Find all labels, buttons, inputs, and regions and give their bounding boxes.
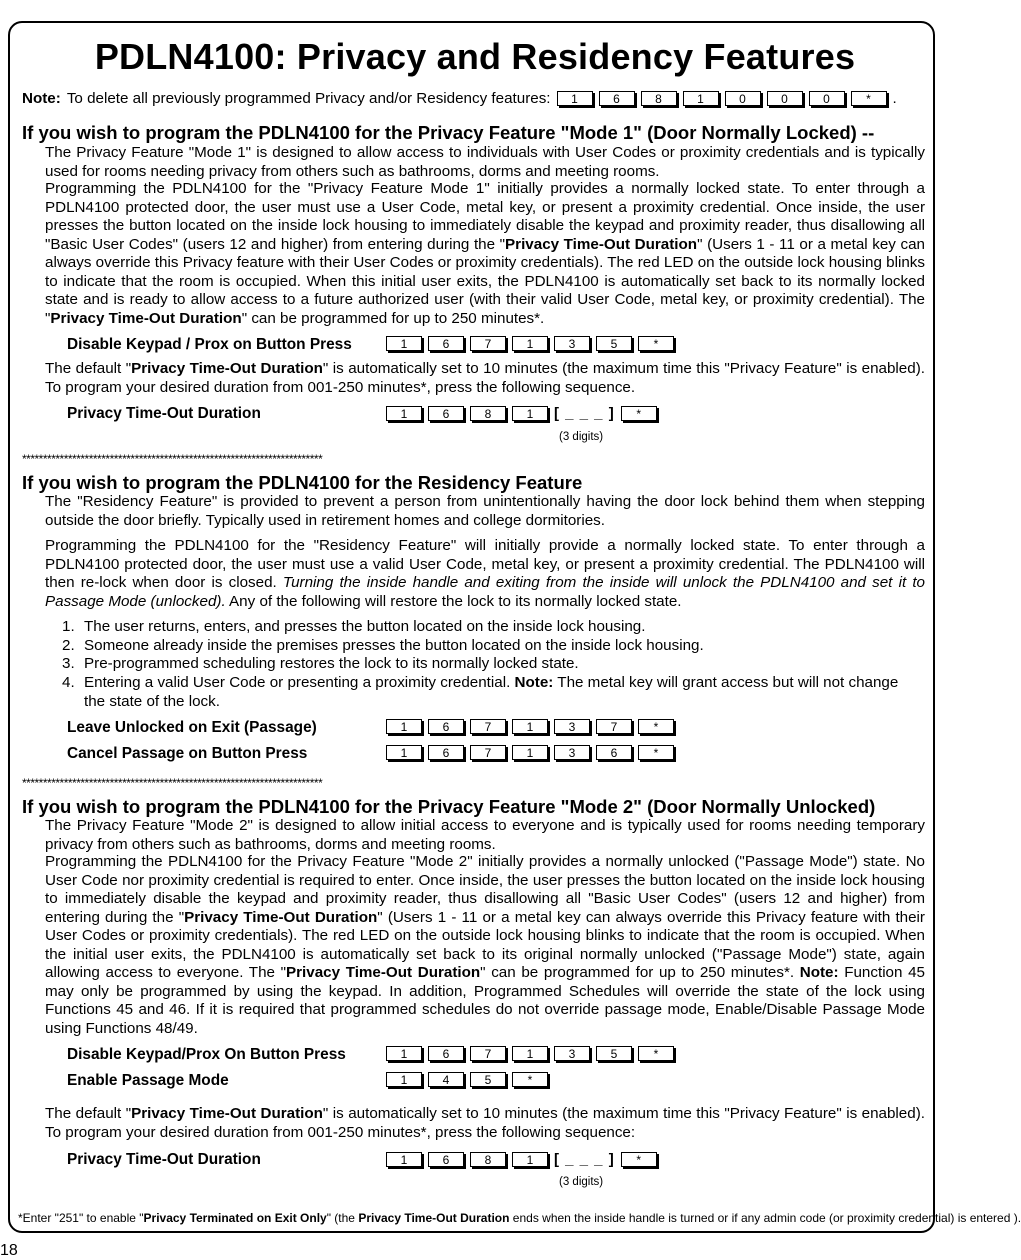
note-end: . xyxy=(892,90,897,107)
keypad-key: 0 xyxy=(809,91,845,106)
note-label: Note: xyxy=(22,90,61,107)
mode2-duration-label: Privacy Time-Out Duration xyxy=(67,1151,261,1168)
mode2-disable-keys xyxy=(386,1046,674,1061)
keypad-key: 3 xyxy=(554,336,590,351)
keypad-key: 1 xyxy=(512,745,548,760)
mode2-para2: Programming the PDLN4100 for the Privacy Feature "Mode 2" initially provides a normally unlocked ("Passage Mode") state. No User Code nor proximity credential is required to enter. Once inside, the user presses the button located on the inside lock housing to immediately disable the keypad and proximity reader, thus disallowing all "Basic User Codes" (users 12 and higher) from entering during the "Privacy Time-Out Duration" (Users 1 - 11 or a metal key can always override this Privacy feature with their User Codes or proximity credentials). The red LED on the outside lock housing blinks to indicate that the room is occupied. When the initial user exits, the PDLN4100 is automatically set back to its original normally unlocked ("Passage Mode") state, again allowing access to everyone. The "Privacy Time-Out Duration" can be programmed for up to 250 minutes*. Note: Function 45 may only be programmed by using the keypad. In addition, Programmed Schedules will override the state of the lock using Functions 45 and 46. If it is required that programmed schedules do not override passage mode, Enable/Disable Passage Mode using Functions 48/49. xyxy=(45,853,925,1037)
keypad-key: 1 xyxy=(512,336,548,351)
page-number: 18 xyxy=(0,1242,18,1259)
keypad-key: 7 xyxy=(470,1046,506,1061)
keypad-key: 1 xyxy=(386,1152,422,1167)
mode1-heading: If you wish to program the PDLN4100 for the Privacy Feature "Mode 1" (Door Normally Locked) -- xyxy=(22,122,875,143)
keypad-key: 6 xyxy=(599,91,635,106)
page-title: PDLN4100: Privacy and Residency Features xyxy=(94,36,856,77)
keypad-key: 0 xyxy=(725,91,761,106)
star-key: * xyxy=(512,1072,548,1087)
note-text: To delete all previously programmed Privacy and/or Residency features: xyxy=(66,90,551,107)
keypad-key: 8 xyxy=(470,406,506,421)
star-key: * xyxy=(638,745,674,760)
cancel-passage-keys xyxy=(386,745,674,760)
mode2-duration-keys xyxy=(386,1151,657,1168)
star-key: * xyxy=(638,336,674,351)
keypad-key: 1 xyxy=(386,336,422,351)
keypad-key: 1 xyxy=(386,406,422,421)
star-key: * xyxy=(638,1046,674,1061)
enable-passage-keys xyxy=(386,1072,548,1087)
mode2-heading: If you wish to program the PDLN4100 for the Privacy Feature "Mode 2" (Door Normally Unlocked) xyxy=(22,796,876,817)
keypad-key: 7 xyxy=(470,719,506,734)
mode2-digits-note: (3 digits) xyxy=(559,1176,604,1188)
keypad-key: 7 xyxy=(596,719,632,734)
leave-unlocked-label: Leave Unlocked on Exit (Passage) xyxy=(67,719,317,736)
mode2-default-text: The default "Privacy Time-Out Duration" is automatically set to 10 minutes (the maximum time this "Privacy Feature" is enabled). To program your desired duration from 001-250 minutes*, press the following sequence: xyxy=(45,1105,925,1141)
keypad-key: 3 xyxy=(554,745,590,760)
mode1-para2: Programming the PDLN4100 for the "Privacy Feature Mode 1" initially provides a normally locked state. To enter through a PDLN4100 protected door, the user must use a User Code, metal key, or present a proximity credential. Once inside, the user presses the button located on the inside lock housing to immediately disable the keypad and proximity reader, thus disallowing all "Basic User Codes" (users 12 and higher) from entering during the "Privacy Time-Out Duration" (Users 1 - 11 or a metal key can always override this Privacy feature with their User Codes or proximity credentials). The red LED on the outside lock housing blinks to indicate that the room is occupied. When this initial user exits, the PDLN4100 is automatically set back to its normally locked state and is ready to allow access to a future authorized user (with their valid User Code, metal key, or proximity credential). The "Privacy Time-Out Duration" can be programmed for up to 250 minutes*. xyxy=(45,180,925,327)
leave-unlocked-keys xyxy=(386,719,674,734)
mode1-digits-note: (3 digits) xyxy=(559,431,604,443)
keypad-key: 0 xyxy=(767,91,803,106)
residency-para2: Programming the PDLN4100 for the "Residency Feature" will initially provide a normally locked state. To enter through a PDLN4100 protected door, the user must use a valid User Code, metal key, or present a proximity credential. The PDLN4100 will then re-lock when door is closed. Turning the inside handle and exiting from the inside will unlock the PDLN4100 and set it to Passage Mode (unlocked). Any of the following will restore the lock to its normally locked state. xyxy=(45,537,925,610)
keypad-key: 3 xyxy=(554,1046,590,1061)
keypad-key: 6 xyxy=(428,719,464,734)
keypad-key: 1 xyxy=(512,1046,548,1061)
separator-2: ************************************************************************ xyxy=(22,776,323,790)
keypad-key: 4 xyxy=(428,1072,464,1087)
keypad-key: 5 xyxy=(470,1072,506,1087)
keypad-key: 1 xyxy=(557,91,593,106)
mode1-default-text: The default "Privacy Time-Out Duration" is automatically set to 10 minutes (the maximum time this "Privacy Feature" is enabled). To program your desired duration from 001-250 minutes*, press the following sequence. xyxy=(45,360,925,396)
enable-passage-label: Enable Passage Mode xyxy=(67,1072,229,1089)
separator-1: ************************************************************************ xyxy=(22,452,323,466)
mode1-duration-label: Privacy Time-Out Duration xyxy=(67,405,261,422)
cancel-passage-label: Cancel Passage on Button Press xyxy=(67,745,308,762)
keypad-key: 5 xyxy=(596,336,632,351)
keypad-key: 3 xyxy=(554,719,590,734)
mode1-disable-label: Disable Keypad / Prox on Button Press xyxy=(67,336,352,353)
mode1-duration-keys xyxy=(386,405,657,422)
keypad-key: 6 xyxy=(428,336,464,351)
keypad-key: 1 xyxy=(386,745,422,760)
footnote: *Enter "251" to enable "Privacy Terminated on Exit Only" (the Privacy Time-Out Duration ends when the inside handle is turned or if any admin code (or proximity credential) is entered ). xyxy=(18,1211,1021,1225)
keypad-key: 1 xyxy=(512,719,548,734)
keypad-key: 7 xyxy=(470,745,506,760)
residency-para1: The "Residency Feature" is provided to prevent a person from unintentionally having the door lock behind them when stepping outside the door briefly. Typically used in retirement homes and college dormitories. xyxy=(45,493,925,529)
star-key: * xyxy=(621,406,657,421)
keypad-key: 7 xyxy=(470,336,506,351)
star-key: * xyxy=(638,719,674,734)
mode2-para1: The Privacy Feature "Mode 2" is designed to allow initial access to everyone and is typically used for rooms needing temporary privacy from others such as bathrooms, dorms and meeting rooms. xyxy=(45,817,925,853)
mode1-duration-bracket: [ _ _ _ ] xyxy=(554,405,615,422)
keypad-key: 6 xyxy=(596,745,632,760)
keypad-key: 5 xyxy=(596,1046,632,1061)
keypad-key: 6 xyxy=(428,1046,464,1061)
mode2-duration-bracket: [ _ _ _ ] xyxy=(554,1151,615,1168)
keypad-key: 1 xyxy=(386,1046,422,1061)
star-key: * xyxy=(621,1152,657,1167)
keypad-key: 1 xyxy=(683,91,719,106)
mode1-disable-keys xyxy=(386,336,674,351)
keypad-key: 8 xyxy=(641,91,677,106)
delete-key-sequence xyxy=(557,91,887,106)
keypad-key: 1 xyxy=(386,1072,422,1087)
delete-note xyxy=(22,90,897,107)
keypad-key: 8 xyxy=(470,1152,506,1167)
keypad-key: 1 xyxy=(512,406,548,421)
keypad-key: 6 xyxy=(428,745,464,760)
keypad-key: 6 xyxy=(428,1152,464,1167)
keypad-key: 1 xyxy=(386,719,422,734)
mode2-disable-label: Disable Keypad/Prox On Button Press xyxy=(67,1046,346,1063)
keypad-key: 6 xyxy=(428,406,464,421)
star-key: * xyxy=(851,91,887,106)
mode1-para1: The Privacy Feature "Mode 1" is designed to allow access to individuals with User Codes or proximity credentials and is typically used for rooms needing privacy from others such as bathrooms, dorms and meeting rooms. xyxy=(45,144,925,180)
mode1-duration-prefix-keys xyxy=(386,406,548,421)
keypad-key: 1 xyxy=(512,1152,548,1167)
mode2-duration-prefix-keys xyxy=(386,1152,548,1167)
residency-heading: If you wish to program the PDLN4100 for the Residency Feature xyxy=(22,472,583,493)
